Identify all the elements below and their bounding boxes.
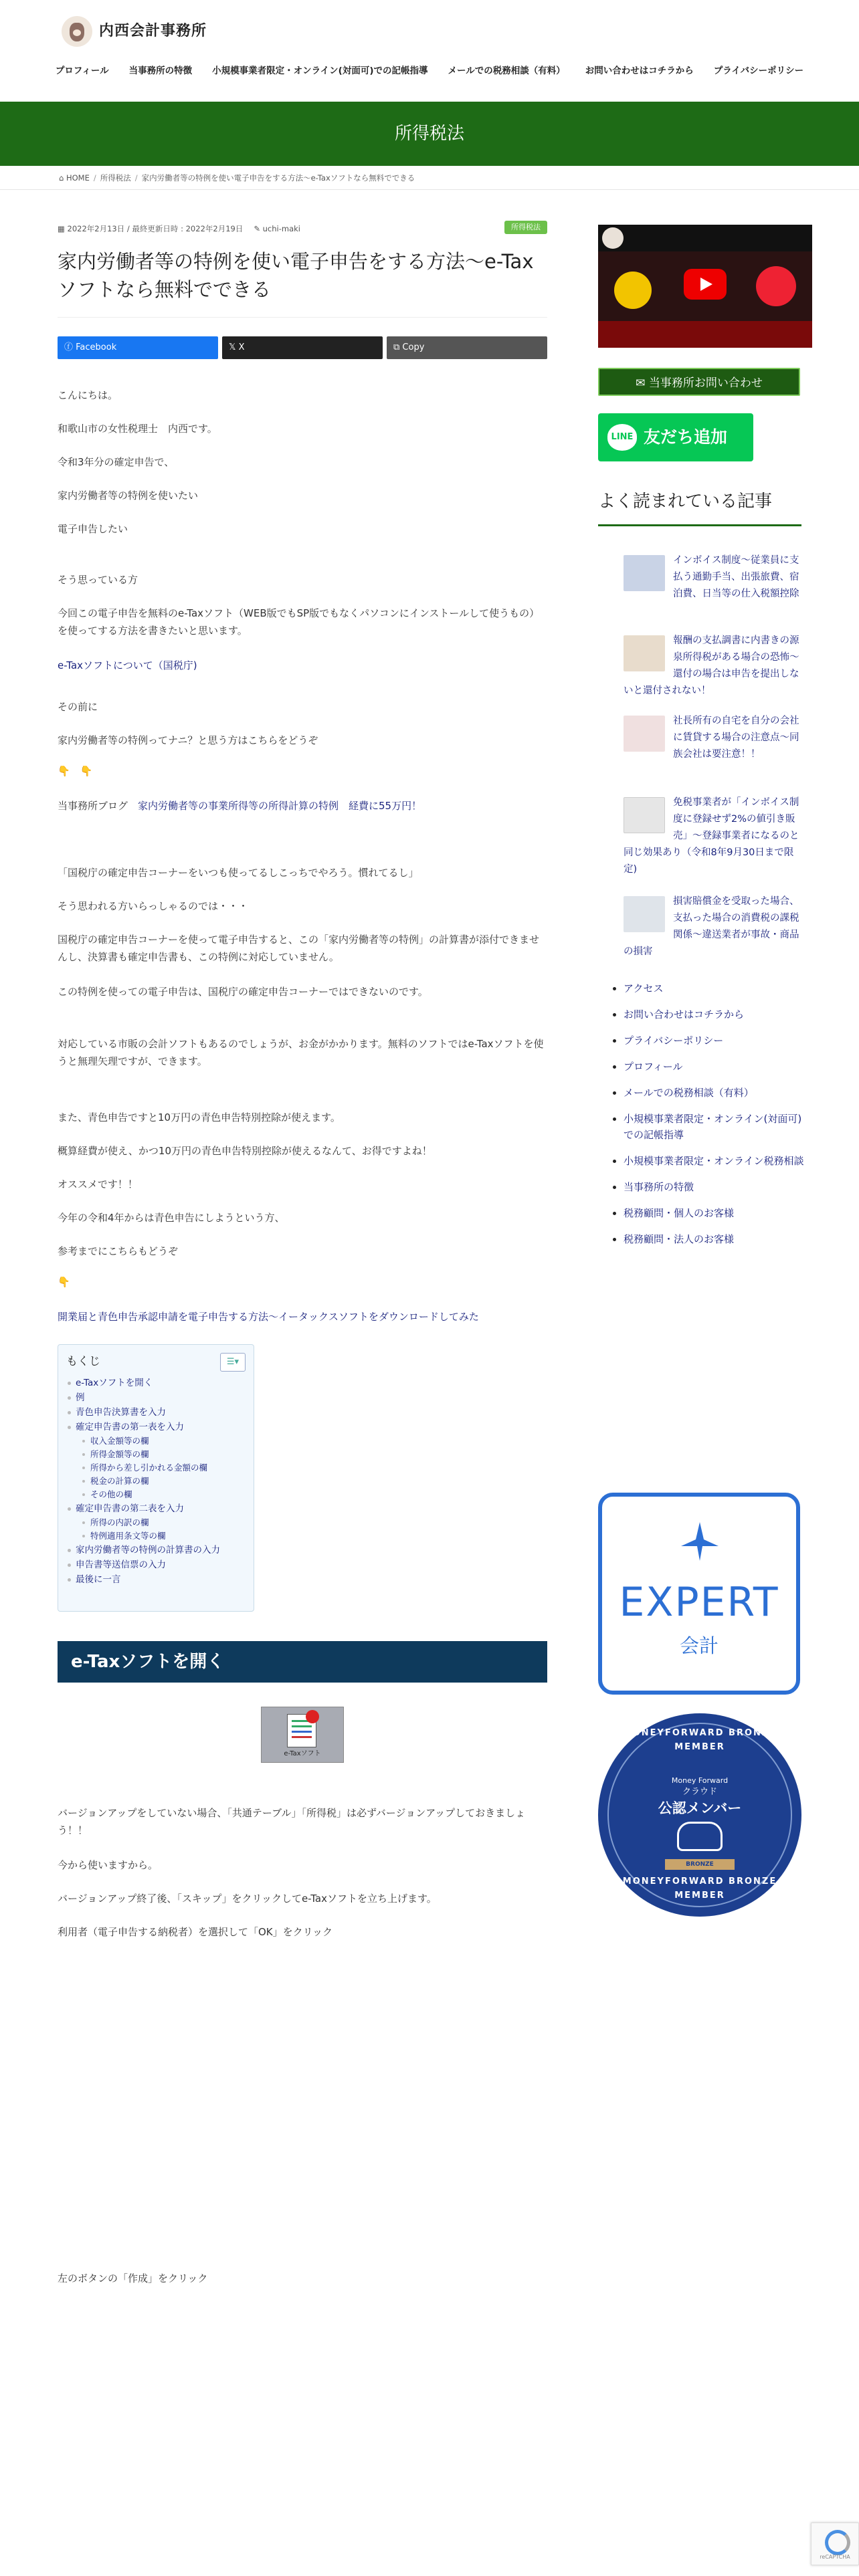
site-title: 内西会計事務所 [99, 23, 207, 40]
paragraph: 今年の令和4年からは青色申告にしようという方、 [58, 1212, 285, 1224]
line-icon: LINE [607, 424, 637, 451]
share-copy-button[interactable] [387, 336, 547, 359]
breadcrumb-current: 家内労働者等の特例を使い電子申告をする方法〜e-Taxソフトなら無料でできる [141, 173, 415, 183]
toc-item[interactable]: e-Taxソフトを開く [66, 1376, 246, 1390]
logo-mascot-icon [62, 16, 92, 47]
toc-subitem[interactable]: 所得金額等の欄 [66, 1448, 246, 1461]
share-copy-label: Copy [399, 342, 425, 353]
toc-item[interactable]: 最後に一言 [66, 1572, 246, 1587]
paragraph: 対応している市販の会計ソフトもあるのでしょうが、お金がかかります。無料のソフトではe-Taxソフトを使うと無理矢理ですが、できます。 [58, 1038, 544, 1068]
video-title-band [598, 225, 812, 251]
global-nav [0, 64, 859, 79]
popular-post-item[interactable] [624, 794, 803, 878]
paragraph: 今回この電子申告を無料のe-Taxソフト（WEB版でもSP版でもなくパソコンにインストールして使うもの）を使ってする方法を書きたいと思います。 [58, 607, 540, 637]
toc-header [66, 1353, 246, 1372]
paragraph: 今から使いますから。 [58, 1859, 159, 1871]
nav-features[interactable]: 当事務所の特徴 [128, 66, 193, 76]
paragraph: バージョンアップをしていない場合、「共通テーブル」「所得税」は必ずバージョンアップしておきましょう！！ [58, 1807, 526, 1837]
post-thumbnail [624, 896, 665, 932]
paragraph: その前に [58, 701, 98, 713]
paragraph: 家内労働者等の特例を使いたい [58, 490, 199, 502]
page-link[interactable]: • プロフィール [624, 1059, 804, 1075]
recaptcha-badge[interactable] [811, 2523, 859, 2565]
popular-post-title[interactable]: 報酬の支払調書に内書きの源泉所得税がある場合の恐怖〜還付の場合は申告を提出しないと還付されない！ [624, 635, 799, 696]
page-link[interactable]: • メールでの税務相談（有料） [624, 1085, 804, 1101]
expert-subtitle: 会計 [679, 1634, 719, 1657]
paragraph: オススメです！！ [58, 1178, 138, 1190]
page-link[interactable]: • アクセス [624, 980, 804, 996]
blue-filing-link[interactable]: 開業届と青色申告承認申請を電子申告する方法〜イータックスソフトをダウンロードしてみた [58, 1311, 479, 1323]
pencil-icon: ✎ [254, 223, 263, 233]
site-logo[interactable] [62, 16, 207, 47]
video-badge-icon [614, 272, 652, 309]
line-add-friend-button[interactable] [598, 413, 753, 461]
post-thumbnail [624, 635, 665, 671]
badge-ring-text: MONEYFORWARD BRONZE MEMBER [622, 1728, 777, 1752]
toc-subitem[interactable]: 所得の内訳の欄 [66, 1516, 246, 1529]
category-badge[interactable]: 所得税法 [504, 221, 547, 234]
pointing-down-icon: 👇 👇 [58, 765, 93, 777]
toc-item[interactable]: 確定申告書の第一表を入力 [66, 1420, 246, 1434]
toc-item[interactable]: 青色申告決算書を入力 [66, 1405, 246, 1420]
blog-prefix: 当事務所ブログ [58, 800, 138, 812]
post-date: 2022年2月13日 / 最終更新日時 : 2022年2月19日 [67, 223, 244, 233]
copy-icon: ⧉ [393, 342, 400, 353]
paragraph: 電子申告したい [58, 523, 128, 535]
paragraph: 家内労働者等の特例ってナニ？と思う方はこちらをどうぞ [58, 734, 318, 746]
page-link[interactable]: • プライバシーポリシー [624, 1033, 804, 1049]
toc-item[interactable]: 確定申告書の第二表を入力 [66, 1501, 246, 1516]
etax-about-link[interactable]: e-Taxソフトについて（国税庁) [58, 659, 197, 671]
x-icon: 𝕏 [229, 342, 236, 353]
etax-image-caption: e-Taxソフト [284, 1750, 321, 1757]
nav-privacy[interactable]: プライバシーポリシー [713, 66, 804, 76]
nav-contact[interactable]: お問い合わせはコチラから [585, 66, 694, 76]
paragraph: 利用者（電子申告する納税者）を選択して「OK」をクリック [58, 1926, 333, 1938]
recaptcha-caption: reCAPTCHA [820, 2554, 850, 2561]
office-contact-button[interactable] [598, 368, 800, 396]
toc-toggle-button[interactable]: ☰▾ [220, 1353, 246, 1372]
paragraph: そう思われる方いらっしゃるのでは・・・ [58, 900, 249, 912]
toc-subitem[interactable]: 収入金額等の欄 [66, 1434, 246, 1448]
mail-icon: ✉ [636, 377, 646, 390]
share-x-label: X [235, 342, 245, 353]
paragraph: 概算経費が使え、かつ10万円の青色申告特別控除が使えるなんて、お得ですよね！ [58, 1145, 432, 1157]
site-header [0, 0, 859, 102]
page-link[interactable]: • 小規模事業者限定・オンライン税務相談 [624, 1153, 804, 1169]
page-link[interactable]: • 当事務所の特徴 [624, 1179, 804, 1195]
popular-post-item[interactable] [624, 713, 803, 763]
page-link[interactable]: • 税務顧問・個人のお客様 [624, 1205, 804, 1221]
stamp-icon [306, 1710, 319, 1723]
play-icon[interactable] [684, 269, 727, 300]
toc-list [66, 1376, 246, 1587]
toc-item[interactable]: 家内労働者等の特例の計算書の入力 [66, 1543, 246, 1558]
video-caption-band [598, 321, 812, 348]
paragraph: バージョンアップ終了後、「スキップ」をクリックしてe-Taxソフトを立ち上げます。 [58, 1893, 437, 1905]
popular-posts-title: よく読まれている記事 [598, 488, 801, 526]
date-meta [58, 223, 243, 235]
channel-avatar [602, 227, 624, 249]
badge-tier: BRONZE [665, 1859, 735, 1870]
paragraph: こんにちは。 [58, 389, 118, 401]
toc-title: もくじ [66, 1355, 100, 1369]
toc-subitem[interactable]: 特例適用条文等の欄 [66, 1529, 246, 1543]
facebook-icon: ⓕ [64, 342, 74, 353]
line-button-label: 友だち追加 [644, 427, 728, 447]
paragraph: 参考までにこちらもどうぞ [58, 1245, 179, 1257]
toc-item[interactable]: 例 [66, 1390, 246, 1405]
paragraph: 国税庁の確定申告コーナーを使って電子申告すると、この「家内労働者等の特例」の計算書が添付できませんし、決算書も確定申告書も、この特例に対応していません。 [58, 934, 540, 964]
paragraph: 「国税庁の確定申告コーナーをいつも使ってるしこっちでやろう。慣れてるし」 [58, 867, 419, 879]
post-author[interactable]: uchi-maki [262, 223, 300, 233]
badge-member: 公認メンバー [658, 1800, 742, 1816]
toc-item[interactable]: 申告書等送信票の入力 [66, 1558, 246, 1572]
paragraph: 和歌山市の女性税理士 内西です。 [58, 423, 217, 435]
paragraph: 左のボタンの「作成」をクリック [58, 2272, 208, 2284]
paragraph: この特例を使っての電子申告は、国税庁の確定申告コーナーではできないのです。 [58, 986, 428, 998]
badge-ring-text: MONEYFORWARD BRONZE MEMBER [622, 1876, 777, 1901]
sidebar-page-list [610, 980, 804, 1257]
nav-profile[interactable]: プロフィール [55, 66, 109, 76]
popular-post-title[interactable]: インボイス制度〜従業員に支払う通勤手当、出張旅費、宿泊費、日当等の仕入税額控除 [673, 555, 799, 599]
author-meta[interactable] [254, 223, 300, 235]
section-heading: e-Taxソフトを開く [58, 1641, 547, 1683]
expert-word: EXPERT [619, 1579, 779, 1626]
page-link[interactable]: • 税務顧問・法人のお客様 [624, 1231, 804, 1247]
expert-accounting-badge [598, 1493, 800, 1695]
popular-post-item[interactable] [624, 552, 803, 603]
nav-bookkeeping[interactable]: 小規模事業者限定・オンライン(対面可)での記帳指導 [212, 66, 428, 76]
etax-software-image [261, 1707, 344, 1763]
youtube-video-thumbnail[interactable] [598, 225, 812, 348]
table-of-contents [58, 1344, 254, 1612]
popular-post-item[interactable] [624, 633, 803, 700]
home-icon: ⌂ [59, 173, 64, 183]
share-buttons [58, 336, 547, 359]
breadcrumb: ⌂ HOME / 所得税法 / 家内労働者等の特例を使い電子申告をする方法〜e-Taxソフトなら無料でできる [0, 166, 859, 190]
breadcrumb-home[interactable]: HOME [66, 173, 90, 183]
post-thumbnail [624, 555, 665, 591]
toc-subitem[interactable]: 税金の計算の欄 [66, 1475, 246, 1488]
badge-cloud: クラウド [682, 1787, 717, 1797]
moneyforward-bronze-badge [598, 1713, 801, 1917]
category-band: 所得税法 [0, 102, 859, 166]
toc-subitem[interactable]: その他の欄 [66, 1488, 246, 1501]
badge-brand: Money Forward [671, 1776, 729, 1785]
popular-post-item[interactable] [624, 893, 803, 960]
pointing-down-icon: 👇 [58, 1276, 70, 1288]
calendar-icon: ▦ [58, 223, 68, 233]
handshake-icon [677, 1822, 723, 1851]
post-title: 家内労働者等の特例を使い電子申告をする方法〜e-Taxソフトなら無料でできる [58, 247, 547, 318]
toc-subitem[interactable]: 所得から差し引かれる金額の欄 [66, 1461, 246, 1475]
paragraph: また、青色申告ですと10万円の青色申告特別控除が使えます。 [58, 1111, 341, 1123]
paragraph [58, 797, 547, 815]
nav-email-consult[interactable]: メールでの税務相談（有料） [448, 66, 565, 76]
popular-post-title[interactable]: 損害賠償金を受取った場合、支払った場合の消費税の課税関係〜違送業者が事故・商品の損害 [624, 896, 799, 957]
post-thumbnail [624, 797, 665, 833]
page-link[interactable]: • お問い合わせはコチラから [624, 1006, 804, 1023]
video-badge-icon [756, 266, 796, 306]
popular-post-title[interactable]: 社長所有の自宅を自分の会社に賃貸する場合の注意点〜同族会社は要注意！！ [673, 716, 799, 760]
paragraph: 令和3年分の確定申告で、 [58, 456, 175, 468]
swallow-bird-icon [680, 1517, 720, 1564]
breadcrumb-category[interactable]: 所得税法 [100, 173, 131, 183]
post-header [58, 221, 547, 359]
share-facebook-label: Facebook [73, 342, 117, 353]
page-link[interactable]: • 小規模事業者限定・オンライン(対面可)での記帳指導 [624, 1111, 804, 1143]
home-worker-special-link[interactable]: 家内労働者等の事業所得等の所得計算の特例 経費に55万円！ [138, 800, 422, 812]
popular-post-title[interactable]: 免税事業者が「インボイス制度に登録せず2%の値引き販売」〜登録事業者になるのと同じ効果あり（令和8年9月30日まで限定) [624, 797, 799, 875]
post-thumbnail [624, 716, 665, 752]
post-meta [58, 221, 547, 237]
share-facebook-button[interactable] [58, 336, 218, 359]
paragraph: そう思っている方 [58, 574, 138, 586]
office-contact-label: 当事務所お問い合わせ [645, 377, 763, 390]
share-x-button[interactable] [222, 336, 383, 359]
